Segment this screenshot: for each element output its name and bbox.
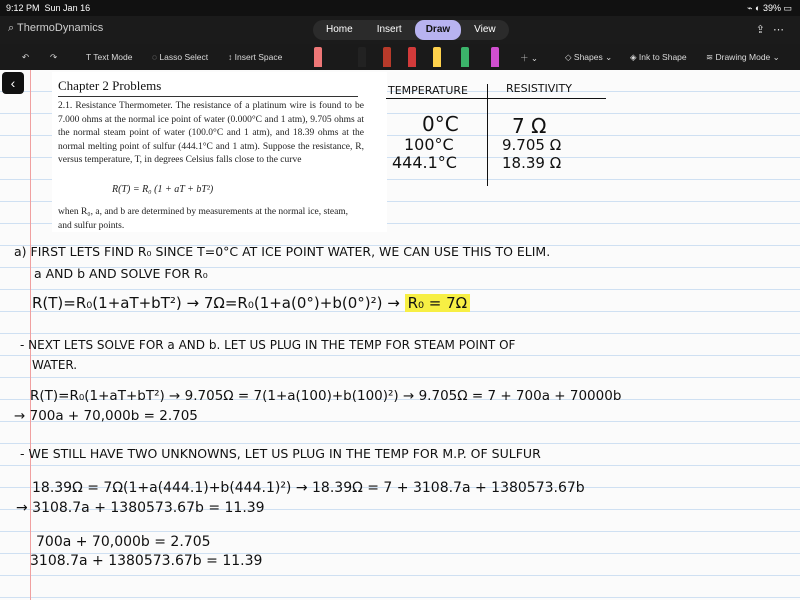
resist-cell-2: 9.705 Ω [502,136,562,154]
resist-cell-1: 7 Ω [512,114,547,138]
pen-black[interactable] [358,47,366,67]
insert-space-button[interactable]: ↕ Insert Space [228,52,283,62]
textbook-problem-image [52,72,387,232]
shapes-button[interactable]: ◇ Shapes ⌄ [565,52,613,62]
pen-brown[interactable] [383,47,391,67]
more-icon[interactable]: ⋯ [773,24,792,36]
pen-green[interactable] [461,47,469,67]
pen-pink[interactable] [491,47,499,67]
tab-insert[interactable]: Insert [376,24,402,35]
title-actions [756,23,792,36]
pen-eraser[interactable] [314,47,322,67]
tab-draw[interactable]: Draw [415,20,461,40]
drawing-mode-button[interactable]: ≋ Drawing Mode ⌄ [706,52,780,62]
table-divider-vertical [487,84,488,186]
add-pen-button[interactable]: ＋ ⌄ [520,53,538,63]
chevron-left-icon: ‹ [10,75,16,91]
search-notebook[interactable]: ⌕ ThermoDynamics [8,22,104,34]
draw-toolbar [0,44,800,70]
tab-view[interactable]: View [474,24,496,35]
note-line-12: 3108.7a + 1380573.67b = 11.39 [30,553,263,569]
table-divider-horizontal [386,98,606,99]
tab-home[interactable]: Home [326,24,353,35]
note-line-9: 18.39Ω = 7Ω(1+a(444.1)+b(444.1)²) → 18.39Ω = 7 + 3108.7a + 1380573.67b [32,480,585,496]
problem-text: 2.1. Resistance Thermometer. The resistance of a platinum wire is found to be 7.000 ohms at the normal ice point of water (0.000°C and 1 atm), 9.705 ohms at the normal steam point of water (100.0°C and 1 atm), and 18.39 ohms at the normal melting point of sulfur (444.1°C and 1 atm). Suppose the resistance, R, versus temperature, T, in degrees Celsius falls close to the curve [58,101,364,165]
heading-rule [58,96,358,97]
lasso-select-button[interactable]: ◌ Lasso Select [152,52,209,62]
note-line-4: - NEXT LETS SOLVE FOR a AND b. LET US PLUG IN THE TEMP FOR STEAM POINT OF [20,338,516,352]
share-icon[interactable]: ⇪ [755,24,773,36]
note-line-7: → 700a + 70,000b = 2.705 [14,408,198,424]
temp-cell-1: 0°C [422,112,459,136]
highlighted-r0-result: R₀ = 7Ω [405,294,471,312]
temp-cell-3: 444.1°C [392,153,457,172]
note-line-6: R(T)=R₀(1+aT+bT²) → 9.705Ω = 7(1+a(100)+b(100)²) → 9.705Ω = 7 + 700a + 70000b [30,388,622,404]
ink-to-shape-button[interactable]: ◈ Ink to Shape [630,52,687,62]
search-icon: ⌕ [8,22,15,34]
battery-indicator: ⌁ ◐ 39% ▭ [747,3,792,13]
table-header-temperature: TEMPERATURE [388,84,468,97]
temp-cell-2: 100°C [404,135,454,154]
pen-red[interactable] [408,47,416,67]
undo-icon[interactable]: ↶ [22,52,30,62]
ribbon-tabs [313,20,509,40]
note-line-10: → 3108.7a + 1380573.67b = 11.39 [16,500,265,516]
note-line-8: - WE STILL HAVE TWO UNKNOWNS, LET US PLUG IN THE TEMP FOR M.P. OF SULFUR [20,446,541,461]
table-header-resistivity: RESISTIVITY [506,82,572,95]
status-time-date: 9:12 PM Sun Jan 16 [6,3,91,13]
resist-cell-3: 18.39 Ω [502,154,562,172]
note-line-5: WATER. [32,358,78,372]
status-bar [0,0,800,16]
page-margin-line [30,70,31,600]
redo-icon[interactable]: ↷ [50,52,58,62]
note-line-2: a AND b AND SOLVE FOR R₀ [34,266,208,281]
back-button[interactable] [2,72,24,94]
note-line-11: 700a + 70,000b = 2.705 [36,534,211,550]
text-mode-button[interactable]: T Text Mode [86,52,133,62]
chapter-heading: Chapter 2 Problems [58,78,162,93]
pen-yellow[interactable] [433,47,441,67]
note-line-3: R(T)=R₀(1+aT+bT²) → 7Ω=R₀(1+a(0°)+b(0°)²) → R₀ = 7Ω [32,294,470,312]
resistance-equation: R(T) = R₀ (1 + aT + bT²) [112,184,214,195]
note-line-1: a) FIRST LETS FIND R₀ SINCE T=0°C AT ICE POINT WATER, WE CAN USE THIS TO ELIM. [14,244,551,259]
problem-text-continued: when R₀, a, and b are determined by measurements at the normal ice, steam, and sulfur points. [58,207,349,231]
